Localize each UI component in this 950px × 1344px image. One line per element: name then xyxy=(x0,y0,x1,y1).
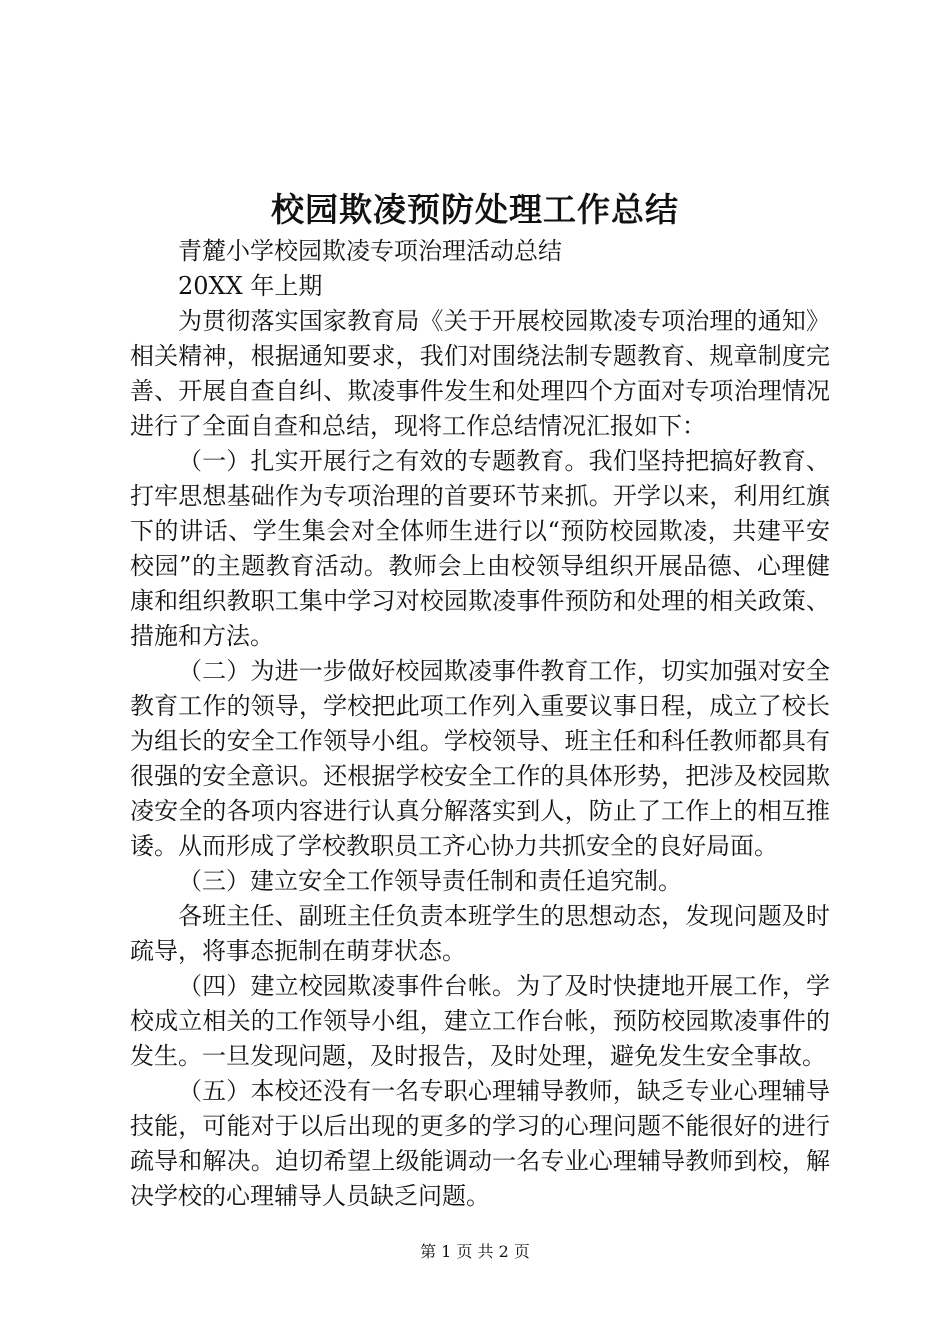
paragraph-intro: 为贯彻落实国家教育局《关于开展校园欺凌专项治理的通知》相关精神，根据通知要求，我们对围绕法制专题教育、规章制度完善、开展自查自纠、欺凌事件发生和处理四个方面对专项治理情况进行了全面自查和总结，现将工作总结情况汇报如下： xyxy=(130,307,830,440)
paragraph-section-2: （二）为进一步做好校园欺凌事件教育工作，切实加强对安全教育工作的领导，学校把此项工作列入重要议事日程，成立了校长为组长的安全工作领导小组。学校领导、班主任和科任教师都具有很强的安全意识。还根据学校安全工作的具体形势，把涉及校园欺凌安全的各项内容进行认真分解落实到人，防止了工作上的相互推诿。从而形成了学校教职员工齐心协力共抓安全的良好局面。 xyxy=(130,657,830,860)
period-line: 20XX 年上期 xyxy=(178,272,323,300)
document-body xyxy=(130,234,830,1214)
paragraph-section-4: （四）建立校园欺凌事件台帐。为了及时快捷地开展工作，学校成立相关的工作领导小组，建立工作台帐，预防校园欺凌事件的发生。一旦发现问题，及时报告，及时处理，避免发生安全事故。 xyxy=(130,972,830,1070)
paragraph-section-1: （一）扎实开展行之有效的专题教育。我们坚持把搞好教育、打牢思想基础作为专项治理的首要环节来抓。开学以来，利用红旗下的讲话、学生集会对全体师生进行以“预防校园欺凌，共建平安校园”的主题教育活动。教师会上由校领导组织开展品德、心理健康和组织教职工集中学习对校园欺凌事件预防和处理的相关政策、措施和方法。 xyxy=(130,447,830,650)
paragraph-section-5: （五）本校还没有一名专职心理辅导教师，缺乏专业心理辅导技能，可能对于以后出现的更多的学习的心理问题不能很好的进行疏导和解决。迫切希望上级能调动一名专业心理辅导教师到校，解决学校的心理辅导人员缺乏问题。 xyxy=(130,1077,830,1210)
paragraph-section-3: （三）建立安全工作领导责任制和责任追究制。 xyxy=(178,867,682,895)
document-title: 校园欺凌预防处理工作总结 xyxy=(271,190,679,229)
page-footer: 第 1 页 共 2 页 xyxy=(420,1242,530,1261)
subtitle: 青麓小学校园欺凌专项治理活动总结 xyxy=(178,237,562,265)
paragraph-section-3-detail: 各班主任、副班主任负责本班学生的思想动态，发现问题及时疏导，将事态扼制在萌芽状态。 xyxy=(130,902,830,965)
